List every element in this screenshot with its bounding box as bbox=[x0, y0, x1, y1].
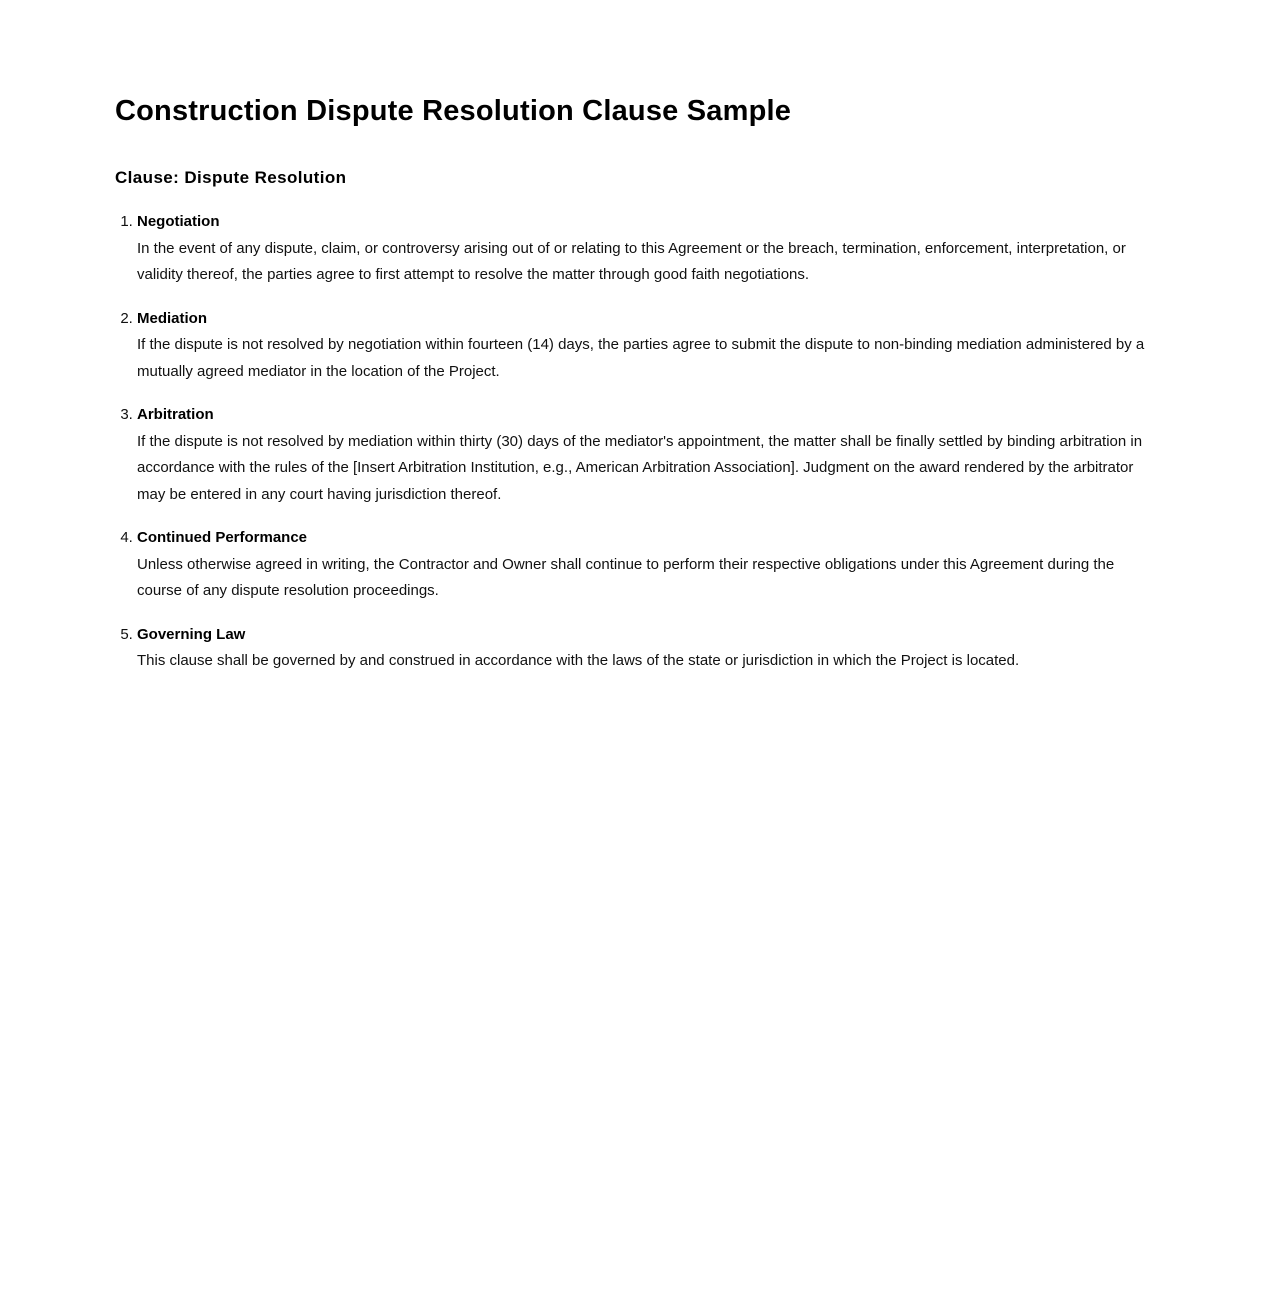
clause-heading: 1. Negotiation bbox=[137, 213, 220, 231]
clause-heading: 4. Continued Performance bbox=[137, 529, 308, 547]
clause-section-subtitle: Clause: Dispute Resolution bbox=[115, 168, 347, 188]
page-title: Construction Dispute Resolution Clause Sample bbox=[115, 95, 792, 127]
clause-item-governing-law bbox=[137, 622, 1163, 675]
clause-heading: 5. Governing Law bbox=[137, 625, 246, 643]
clause-body: Unless otherwise agreed in writing, the Contractor and Owner shall continue to perform their respective obligations under this Agreement during the course of any dispute resolution proceedings. bbox=[137, 555, 1115, 600]
clause-list bbox=[115, 209, 1163, 675]
clause-heading: 3. Arbitration bbox=[137, 406, 214, 424]
clause-item-continued-performance bbox=[137, 525, 1163, 605]
clause-item-mediation bbox=[137, 306, 1163, 386]
clause-item-arbitration bbox=[137, 402, 1163, 508]
clause-body: In the event of any dispute, claim, or controversy arising out of or relating to this Agreement or the breach, termination, enforcement, interpretation, or validity thereof, the parties agree to first attempt to resolve the matter through good faith negotiations. bbox=[137, 239, 1126, 284]
clause-body: If the dispute is not resolved by mediation within thirty (30) days of the mediator's appointment, the matter shall be finally settled by binding arbitration in accordance with the rules of the [Insert Arbitration Institution, e.g., American Arbitration Association]. Judgment on the award rendered by the arbitrator may be entered in any court having jurisdiction thereof. bbox=[137, 432, 1143, 503]
clause-body: If the dispute is not resolved by negotiation within fourteen (14) days, the parties agree to submit the dispute to non-binding mediation administered by a mutually agreed mediator in the location of the Project. bbox=[137, 336, 1145, 380]
clause-item-negotiation bbox=[137, 209, 1163, 289]
clause-heading: 2. Mediation bbox=[137, 309, 207, 327]
clause-body: This clause shall be governed by and construed in accordance with the laws of the state or jurisdiction in which the Project is located. bbox=[137, 652, 1020, 670]
